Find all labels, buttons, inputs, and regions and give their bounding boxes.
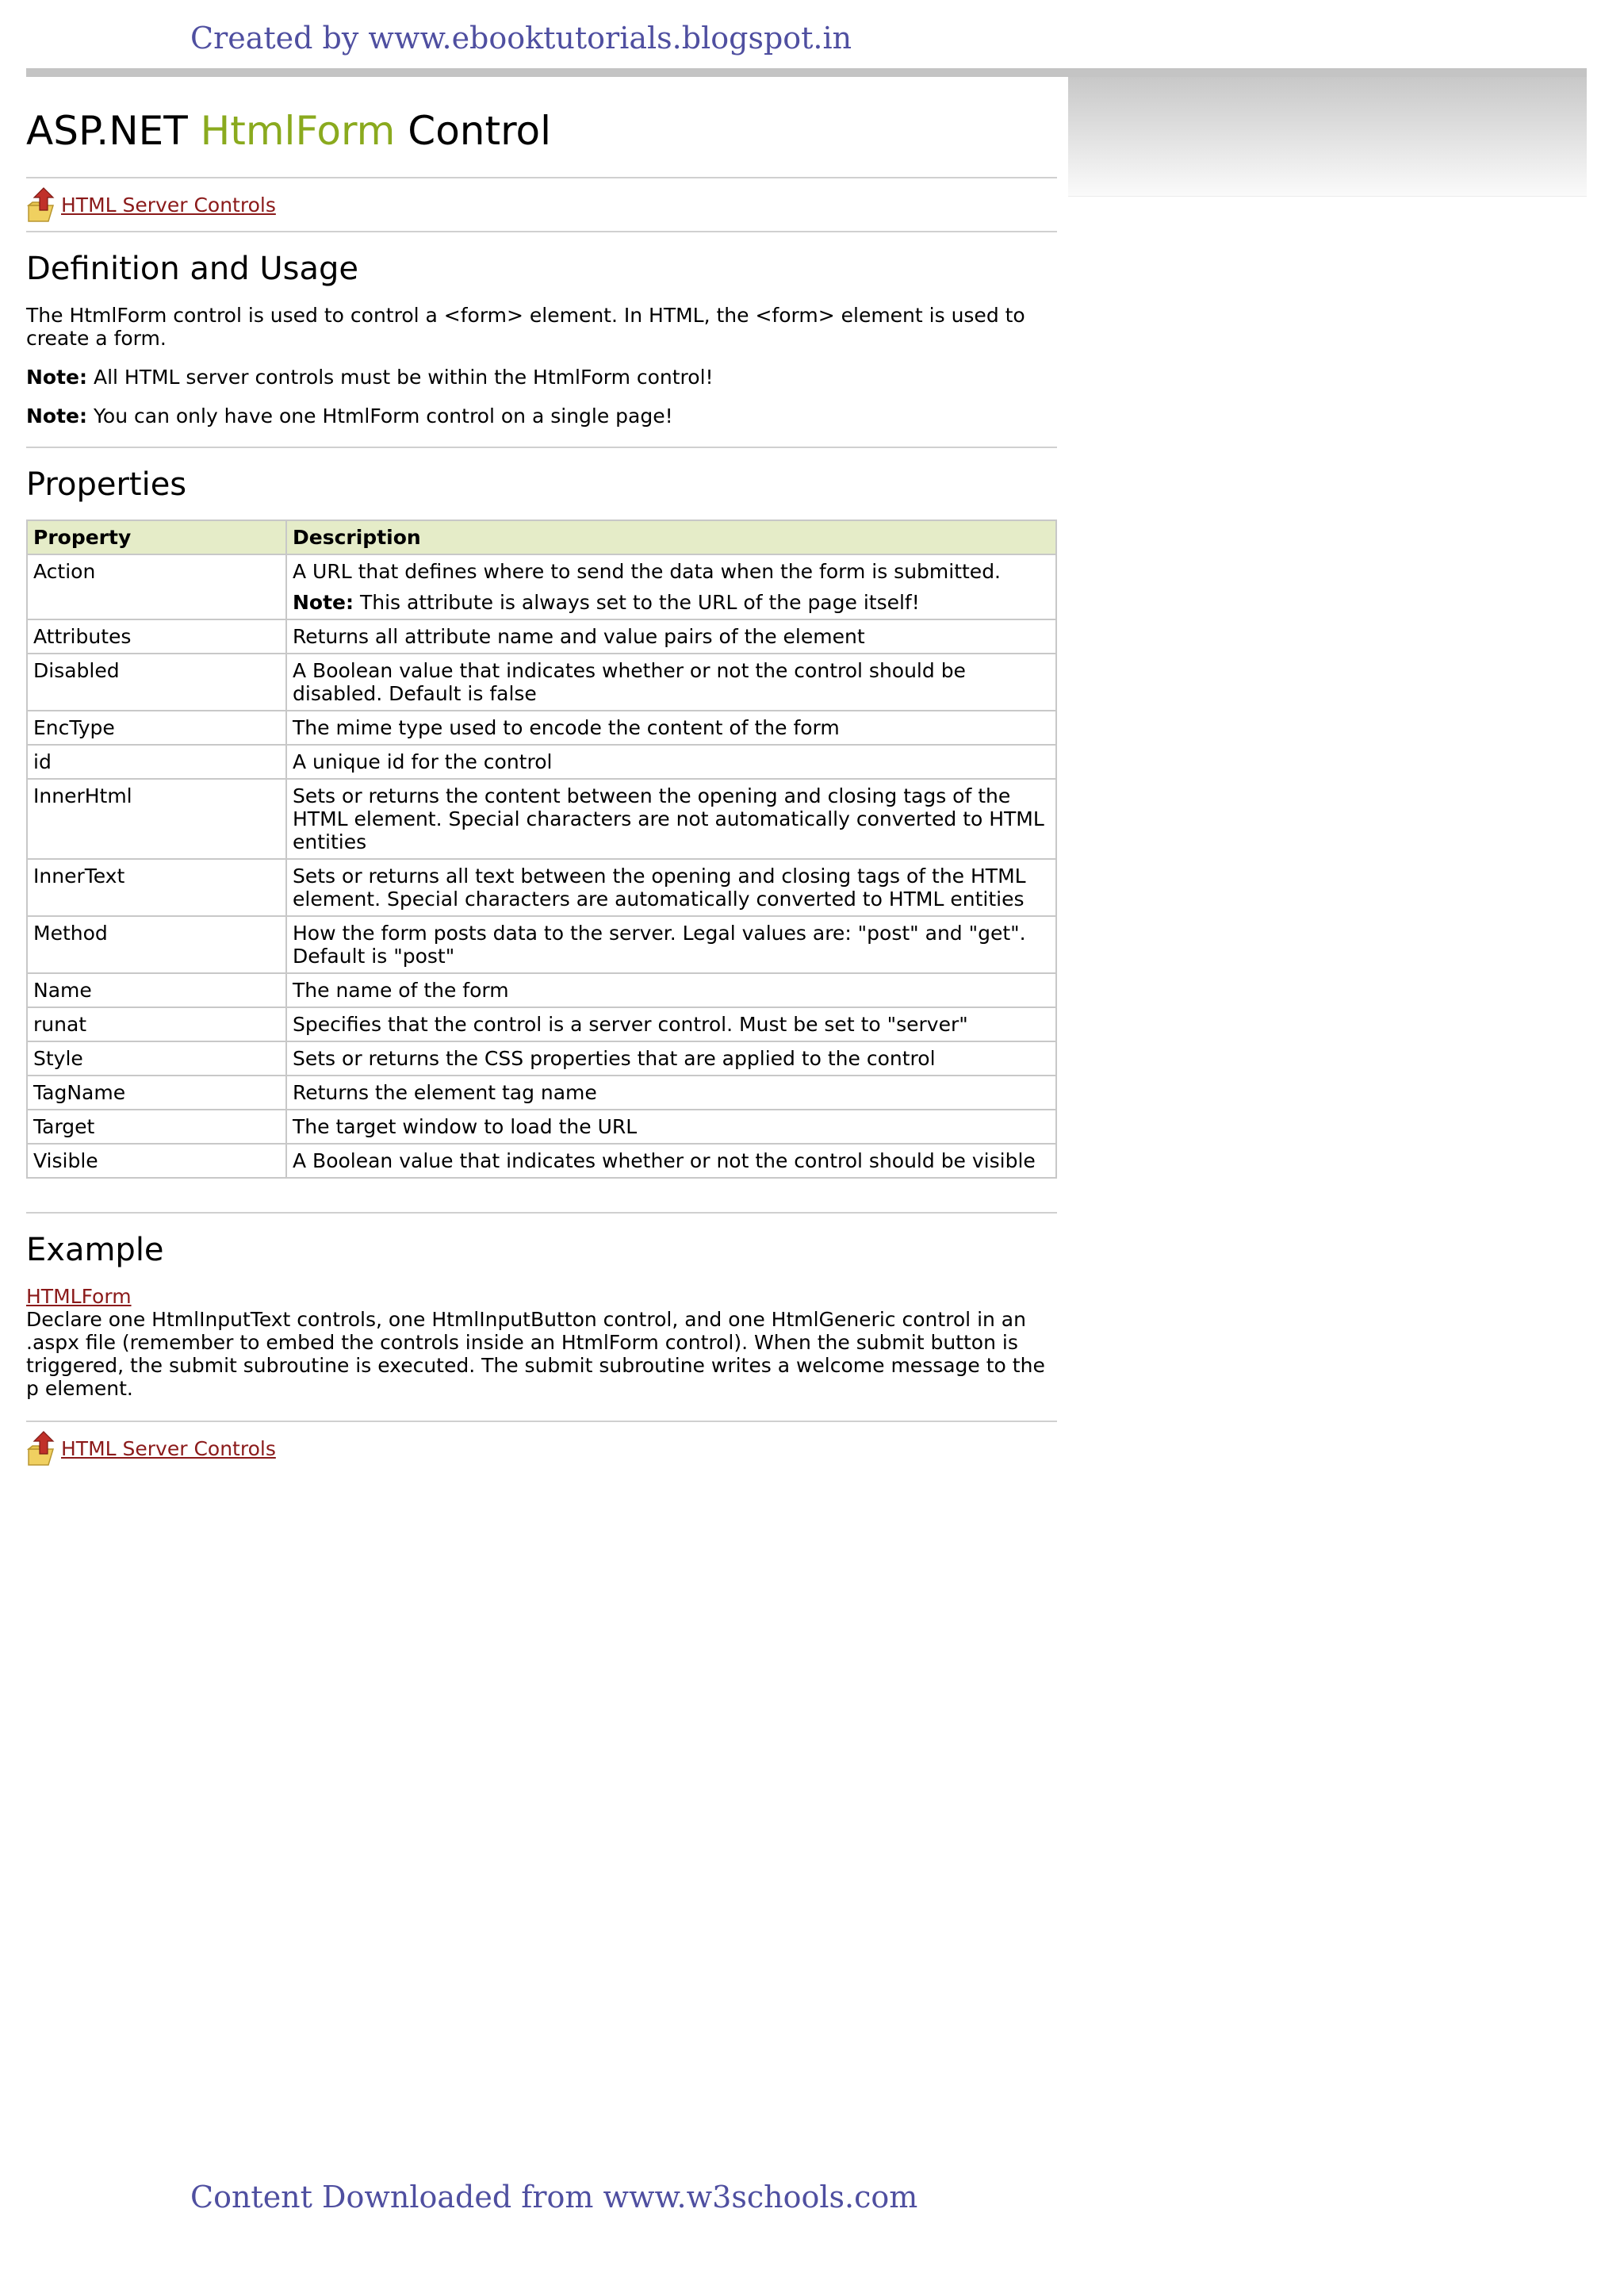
table-row xyxy=(27,745,1056,779)
example-text: Declare one HtmlInputText controls, one HtmlInputButton control, and one HtmlGeneric control in an .aspx file (remember to embed the controls inside an HtmlForm control). When the submit button is triggered, the submit subroutine is executed. The submit subroutine writes a welcome message to the p element. xyxy=(26,1308,1045,1400)
table-row xyxy=(27,859,1056,916)
note-2 xyxy=(26,405,1057,428)
table-row xyxy=(27,1144,1056,1178)
main-content xyxy=(26,77,1057,1467)
bottom-banner: Content Downloaded from www.w3schools.com xyxy=(190,2180,918,2214)
property-cell: InnerHtml xyxy=(27,779,286,859)
note-label: Note: xyxy=(26,366,88,389)
nav-link[interactable]: HTML Server Controls xyxy=(61,193,276,217)
description-cell: Returns the element tag name xyxy=(286,1076,1056,1110)
description-cell: Sets or returns all text between the opening and closing tags of the HTML element. Special characters are automatically converted to HTML entities xyxy=(286,859,1056,916)
description-text: A URL that defines where to send the data when the form is submitted. xyxy=(293,560,1002,583)
property-cell: Method xyxy=(27,916,286,973)
divider xyxy=(26,447,1057,448)
property-cell: InnerText xyxy=(27,859,286,916)
note-2-text: You can only have one HtmlForm control on a single page! xyxy=(87,405,673,428)
table-row xyxy=(27,779,1056,859)
table-row xyxy=(27,711,1056,745)
properties-table xyxy=(26,520,1057,1179)
column-header-description: Description xyxy=(286,520,1056,554)
description-cell: A Boolean value that indicates whether or not the control should be disabled. Default is false xyxy=(286,654,1056,711)
note-label: Note: xyxy=(26,405,88,428)
top-banner: Created by www.ebooktutorials.blogspot.in xyxy=(190,21,852,56)
example-heading: Example xyxy=(26,1232,164,1268)
property-cell: TagName xyxy=(27,1076,286,1110)
table-row xyxy=(27,1007,1056,1041)
description-cell: Sets or returns the CSS properties that are applied to the control xyxy=(286,1041,1056,1076)
property-cell: Visible xyxy=(27,1144,286,1178)
column-header-property: Property xyxy=(27,520,286,554)
nav-html-server-controls-top[interactable] xyxy=(26,186,1057,223)
folder-up-icon xyxy=(26,186,58,223)
table-row xyxy=(27,654,1056,711)
note-1 xyxy=(26,366,1057,389)
description-cell: Sets or returns the content between the opening and closing tags of the HTML element. Special characters are not automatically converted to HTML entities xyxy=(286,779,1056,859)
note-1-text: All HTML server controls must be within the HtmlForm control! xyxy=(87,366,714,389)
table-row xyxy=(27,619,1056,654)
table-row xyxy=(27,554,1056,619)
description-cell: How the form posts data to the server. Legal values are: "post" and "get". Default is "post" xyxy=(286,916,1056,973)
definition-intro: The HtmlForm control is used to control a <form> element. In HTML, the <form> element is used to create a form. xyxy=(26,304,1025,350)
definition-heading: Definition and Usage xyxy=(26,251,359,287)
table-row xyxy=(27,973,1056,1007)
table-row xyxy=(27,916,1056,973)
description-note xyxy=(293,591,1050,614)
property-cell: id xyxy=(27,745,286,779)
property-cell: Disabled xyxy=(27,654,286,711)
description-cell xyxy=(286,554,1056,619)
description-cell: A unique id for the control xyxy=(286,745,1056,779)
example-htmlform-link[interactable]: HTMLForm xyxy=(26,1285,132,1308)
description-note-text: This attribute is always set to the URL of the page itself! xyxy=(354,591,920,614)
description-cell: Returns all attribute name and value pairs of the element xyxy=(286,619,1056,654)
property-cell: EncType xyxy=(27,711,286,745)
nav-link[interactable]: HTML Server Controls xyxy=(61,1436,276,1460)
description-cell: The mime type used to encode the content of the form xyxy=(286,711,1056,745)
properties-heading: Properties xyxy=(26,466,187,503)
title-suffix: Control xyxy=(395,108,552,154)
table-row xyxy=(27,1076,1056,1110)
property-cell: Attributes xyxy=(27,619,286,654)
top-rule xyxy=(26,68,1587,77)
folder-up-icon xyxy=(26,1430,58,1467)
description-cell: Specifies that the control is a server control. Must be set to "server" xyxy=(286,1007,1056,1041)
page-title xyxy=(26,107,1057,155)
description-cell: The target window to load the URL xyxy=(286,1110,1056,1144)
property-cell: Name xyxy=(27,973,286,1007)
table-row xyxy=(27,1041,1056,1076)
property-cell: Target xyxy=(27,1110,286,1144)
table-header-row xyxy=(27,520,1056,554)
property-cell: Action xyxy=(27,554,286,619)
description-cell: The name of the form xyxy=(286,973,1056,1007)
divider xyxy=(26,177,1057,178)
property-cell: runat xyxy=(27,1007,286,1041)
title-accent: HtmlForm xyxy=(200,108,396,154)
example-link xyxy=(26,1285,1057,1308)
right-gradient-panel xyxy=(1068,77,1587,197)
divider xyxy=(26,1212,1057,1214)
property-cell: Style xyxy=(27,1041,286,1076)
description-cell: A Boolean value that indicates whether or not the control should be visible xyxy=(286,1144,1056,1178)
divider xyxy=(26,1421,1057,1422)
divider xyxy=(26,231,1057,232)
nav-html-server-controls-bottom[interactable] xyxy=(26,1430,1057,1467)
title-prefix: ASP.NET xyxy=(26,108,201,154)
note-label: Note: xyxy=(293,591,354,614)
table-row xyxy=(27,1110,1056,1144)
